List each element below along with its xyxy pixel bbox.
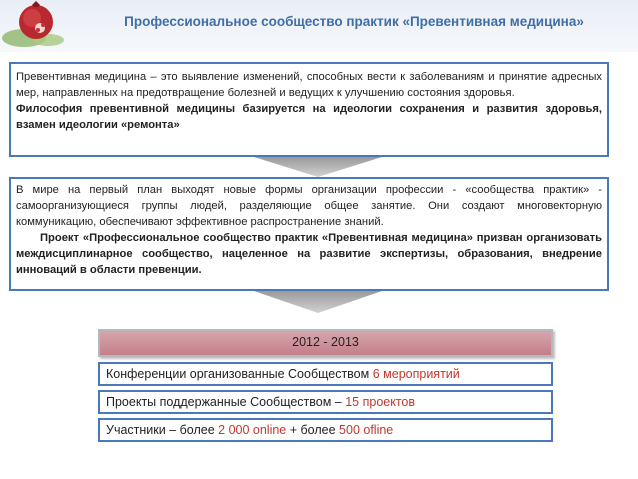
participants-offline: 500 ofline (339, 423, 394, 437)
community-paragraph: В мире на первый план выходят новые формы организации профессии - «сообщества практик» - самоорганизующиеся группы людей, разделяющие общее занятие. Они создают многовекторную коммуникацию, обеспечивают эффективное распространение знаний. (16, 184, 602, 228)
down-arrow-icon (254, 157, 382, 177)
participants-plus: + более (289, 423, 336, 437)
stat-row-participants (98, 418, 553, 442)
participants-label: Участники – более (106, 423, 215, 437)
page-title: Профессиональное сообщество практик «Превентивная медицина» (124, 14, 584, 29)
projects-label: Проекты поддержанные Сообществом – (106, 395, 342, 409)
definition-text: Превентивная медицина – это выявление изменений, способных вести к заболеваниям и принятие адресных мер, направленных на предотвращение болезней и ведущих к улучшению состояния здоровья. (16, 71, 602, 99)
philosophy-text: Философия превентивной медицины базируется на идеологии сохранения и развития здоровья, взамен идеологии «ремонта» (16, 103, 602, 131)
stat-row-conferences (98, 362, 553, 386)
conferences-value: 6 мероприятий (372, 367, 460, 381)
project-paragraph: Проект «Профессиональное сообщество практик «Превентивная медицина» призван организовать междисциплинарное сообщество, нацеленное на развитие экспертизы, образования, внедрение инноваций в области превенции. (16, 232, 602, 276)
header-band (0, 0, 638, 52)
period-bar (98, 329, 553, 357)
definition-box (9, 62, 609, 157)
period-label: 2012 - 2013 (292, 335, 359, 349)
pomegranate-logo-icon (2, 0, 72, 52)
participants-online: 2 000 online (218, 423, 287, 437)
conferences-label: Конференции организованные Сообществом (106, 367, 370, 381)
projects-value: 15 проектов (345, 395, 416, 409)
stat-row-projects (98, 390, 553, 414)
down-arrow-icon (254, 291, 382, 313)
community-box (9, 177, 609, 291)
